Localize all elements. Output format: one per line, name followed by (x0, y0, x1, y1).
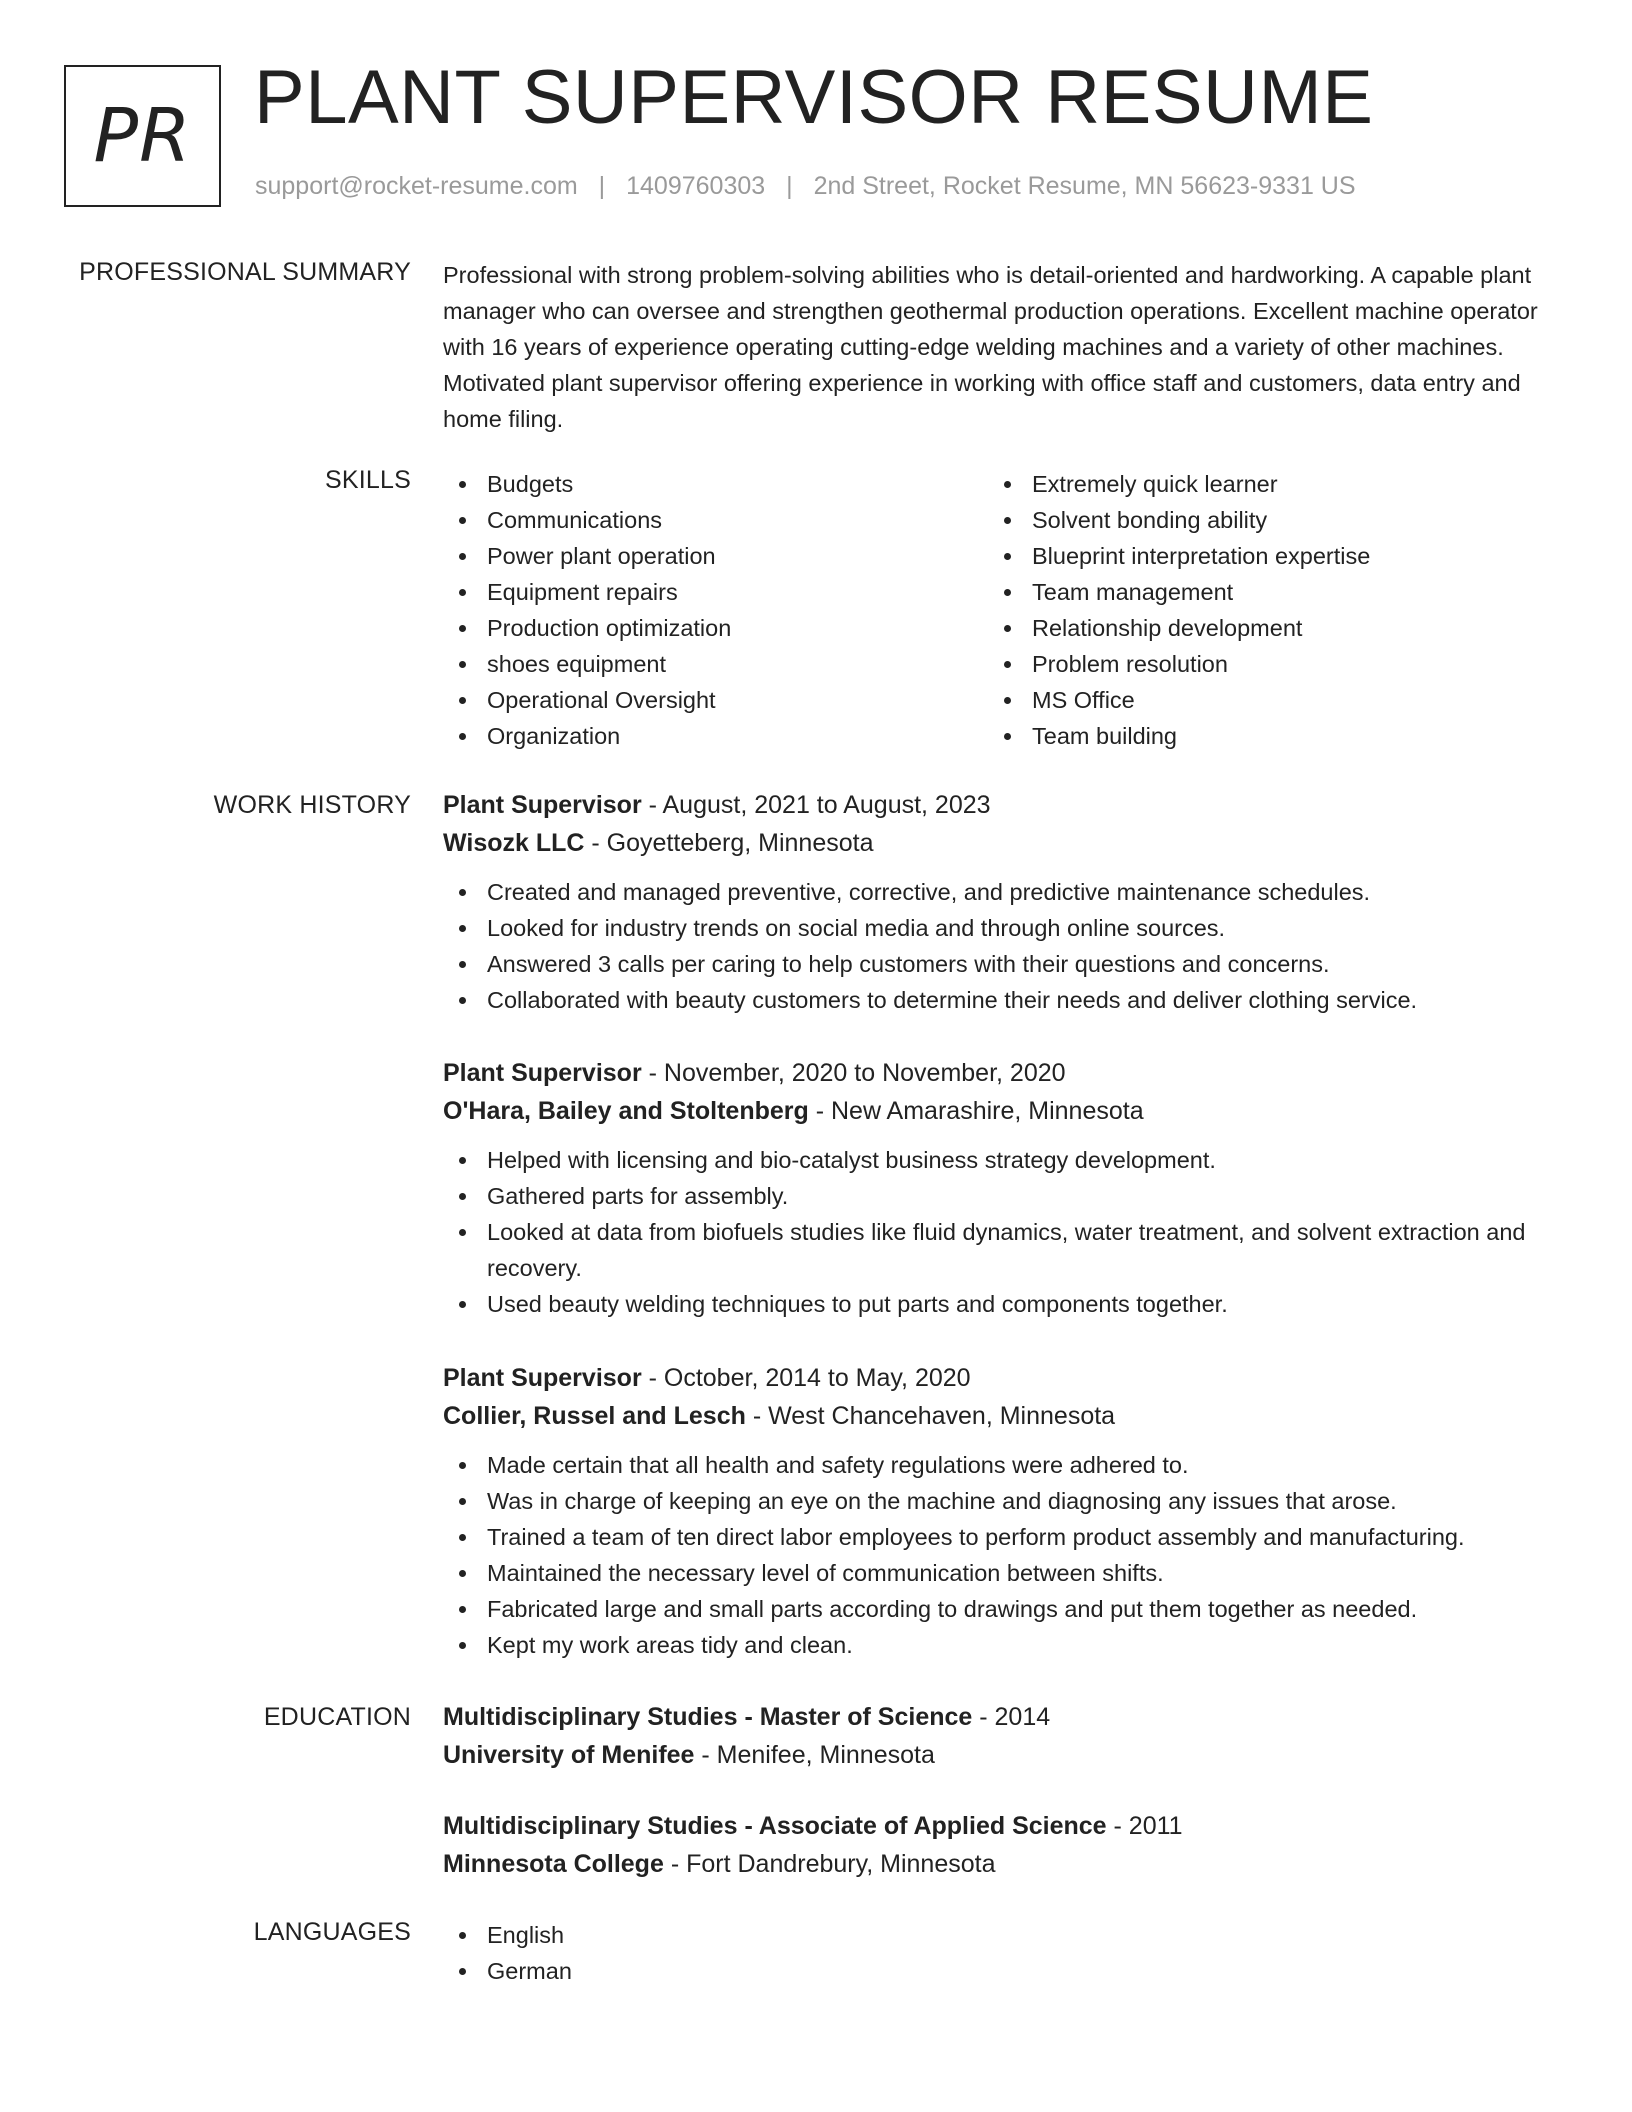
skills-list-left (443, 466, 988, 754)
contact-line (255, 172, 1356, 201)
school-location: - Menifee, Minnesota (694, 1741, 935, 1769)
list-item: Looked for industry trends on social media and through online sources. (443, 910, 1558, 946)
education-entry (443, 1698, 1558, 1774)
section-label-skills: SKILLS (325, 466, 411, 494)
job-duties (443, 1447, 1558, 1663)
education-entry (443, 1807, 1558, 1883)
job-entry (443, 1054, 1558, 1322)
list-item: Kept my work areas tidy and clean. (443, 1627, 1558, 1663)
contact-separator: | (598, 172, 606, 200)
list-item: Operational Oversight (443, 682, 988, 718)
degree-line (443, 1807, 1558, 1845)
job-location: - Goyetteberg, Minnesota (584, 829, 874, 857)
contact-separator: | (786, 172, 793, 200)
section-label-education: EDUCATION (263, 1703, 411, 1731)
list-item: Problem resolution (988, 646, 1533, 682)
list-item: Collaborated with beauty customers to determine their needs and deliver clothing service. (443, 982, 1558, 1018)
skills-section (443, 466, 1558, 754)
job-dates: - August, 2021 to August, 2023 (641, 791, 991, 819)
list-item: Relationship development (988, 610, 1533, 646)
section-label-summary: PROFESSIONAL SUMMARY (79, 258, 411, 286)
school-line (443, 1736, 1558, 1774)
job-company-line (443, 1092, 1558, 1130)
languages-list (443, 1917, 1558, 1989)
job-title-line (443, 786, 1558, 824)
list-item: Power plant operation (443, 538, 988, 574)
list-item: Created and managed preventive, corrective, and predictive maintenance schedules. (443, 874, 1558, 910)
list-item: Used beauty welding techniques to put parts and components together. (443, 1286, 1558, 1322)
degree-line (443, 1698, 1558, 1736)
section-label-work-history: WORK HISTORY (213, 791, 411, 819)
list-item: Gathered parts for assembly. (443, 1178, 1558, 1214)
list-item: Fabricated large and small parts according to drawings and put them together as needed. (443, 1591, 1558, 1627)
job-entry (443, 786, 1558, 1018)
contact-email: support@rocket-resume.com (255, 172, 578, 200)
list-item: Was in charge of keeping an eye on the machine and diagnosing any issues that arose. (443, 1483, 1558, 1519)
list-item: Answered 3 calls per caring to help customers with their questions and concerns. (443, 946, 1558, 982)
list-item: Trained a team of ten direct labor employees to perform product assembly and manufacturing. (443, 1519, 1558, 1555)
degree-year: - 2011 (1106, 1812, 1183, 1840)
job-duties (443, 874, 1558, 1018)
list-item: German (443, 1953, 1558, 1989)
school-location: - Fort Dandrebury, Minnesota (663, 1850, 996, 1878)
job-title-line (443, 1359, 1558, 1397)
list-item: Solvent bonding ability (988, 502, 1533, 538)
school-name: Minnesota College (443, 1850, 664, 1878)
job-dates: - November, 2020 to November, 2020 (641, 1059, 1066, 1087)
job-dates: - October, 2014 to May, 2020 (641, 1364, 971, 1392)
job-title: Plant Supervisor (443, 1364, 642, 1392)
job-duties (443, 1142, 1558, 1322)
job-company-line (443, 1397, 1558, 1435)
monogram-box (64, 65, 221, 207)
list-item: Production optimization (443, 610, 988, 646)
list-item: English (443, 1917, 1558, 1953)
degree-year: - 2014 (972, 1703, 1051, 1731)
section-label-languages: LANGUAGES (253, 1918, 411, 1946)
job-title: Plant Supervisor (443, 1059, 642, 1087)
list-item: MS Office (988, 682, 1533, 718)
list-item: Equipment repairs (443, 574, 988, 610)
job-company-line (443, 824, 1558, 862)
job-company: Wisozk LLC (443, 829, 585, 857)
list-item: Looked at data from biofuels studies like fluid dynamics, water treatment, and solvent extraction and recovery. (443, 1214, 1558, 1286)
job-title-line (443, 1054, 1558, 1092)
list-item: Blueprint interpretation expertise (988, 538, 1533, 574)
monogram-initials: PR (93, 93, 192, 179)
job-company: Collier, Russel and Lesch (443, 1402, 746, 1430)
summary-text: Professional with strong problem-solving abilities who is detail-oriented and hardworking. A capable plant manager who can oversee and strengthen geothermal production operations. Excellent machine operator with 16 years of experience operating cutting-edge welding machines and a variety of other machines. Motivated plant supervisor offering experience in working with office staff and customers, data entry and home filing. (443, 262, 1538, 432)
languages-section (443, 1917, 1558, 1989)
contact-address: 2nd Street, Rocket Resume, MN 56623-9331 US (813, 172, 1356, 200)
job-location: - West Chancehaven, Minnesota (745, 1402, 1116, 1430)
list-item: shoes equipment (443, 646, 988, 682)
list-item: Helped with licensing and bio-catalyst business strategy development. (443, 1142, 1558, 1178)
skills-list-right (988, 466, 1533, 754)
list-item: Team management (988, 574, 1533, 610)
job-company: O'Hara, Bailey and Stoltenberg (443, 1097, 809, 1125)
degree-name: Multidisciplinary Studies - Associate of Applied Science (443, 1812, 1107, 1840)
list-item: Extremely quick learner (988, 466, 1533, 502)
list-item: Organization (443, 718, 988, 754)
job-title: Plant Supervisor (443, 791, 642, 819)
job-entry (443, 1359, 1558, 1663)
list-item: Maintained the necessary level of communication between shifts. (443, 1555, 1558, 1591)
job-location: - New Amarashire, Minnesota (808, 1097, 1144, 1125)
list-item: Communications (443, 502, 988, 538)
school-name: University of Menifee (443, 1741, 695, 1769)
resume-title: PLANT SUPERVISOR RESUME (254, 55, 1374, 140)
list-item: Budgets (443, 466, 988, 502)
contact-phone: 1409760303 (626, 172, 766, 200)
list-item: Made certain that all health and safety regulations were adhered to. (443, 1447, 1558, 1483)
school-line (443, 1845, 1558, 1883)
degree-name: Multidisciplinary Studies - Master of Science (443, 1703, 973, 1731)
list-item: Team building (988, 718, 1533, 754)
